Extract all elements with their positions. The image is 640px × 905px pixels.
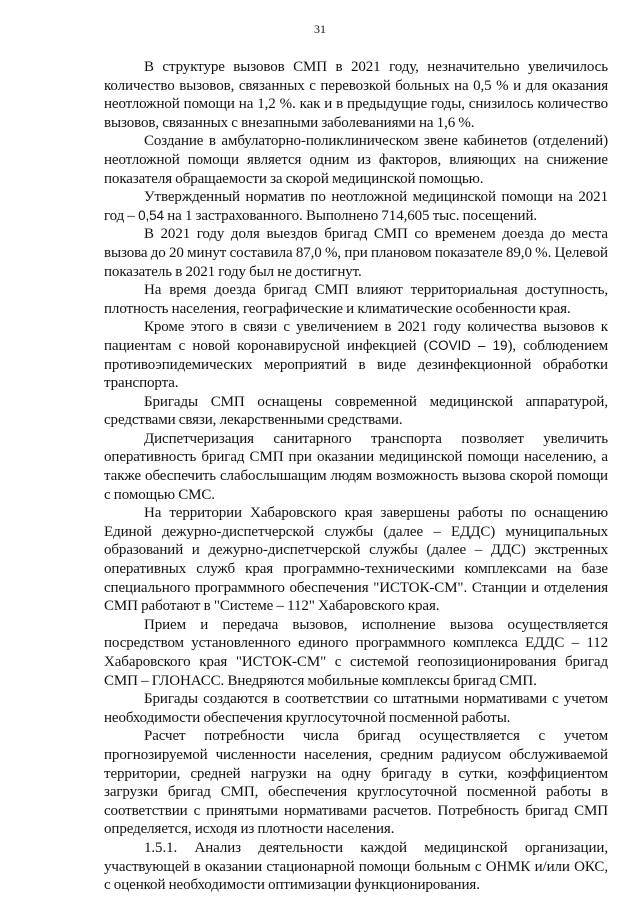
- paragraph-urgent-care-norm: [104, 188, 608, 225]
- paragraph-team-staffing: Бригады создаются в соответствии со штатными нормативами с учетом необходимости обеспечения круглосуточной посменной работы.: [104, 691, 608, 726]
- paragraph-urgent-care-norm-before: Утвержденный норматив по неотложной медицинской помощи на 2021 год –: [104, 189, 608, 224]
- urgent-care-norm-value: 0,54: [138, 207, 164, 223]
- paragraph-covid-calls-after: ), соблюдением противоэпидемических мероприятий в виде дезинфекционной обработки транспорта.: [104, 337, 608, 392]
- paragraph-call-handling: Прием и передача вызовов, исполнение вызова осуществляется посредством установленного единого программного комплекса ЕДДС – 112 Хабаровского края "ИСТОК-СМ" с системой геопозиционирования бригад СМП – ГЛОНАСС. Внедряются мобильные комплексы бригад СМП.: [104, 616, 608, 689]
- document-body: [104, 58, 608, 895]
- paragraph-covid-calls: [104, 318, 608, 392]
- paragraph-arrival-time-factors: На время доезда бригад СМП влияют территориальная доступность, плотность населения, географические и климатические особенности края.: [104, 282, 608, 317]
- paragraph-covid-calls-before: Кроме этого в связи с увеличением в 2021 году количества вызовов к пациентам с новой коронавирусной инфекцией (: [104, 319, 608, 354]
- paragraph-urgent-care-norm-after: на 1 застрахованного. Выполнено 714,605 тыс. посещений.: [163, 207, 538, 224]
- page-number: 31: [314, 22, 326, 36]
- paragraph-dispatching: Диспетчеризация санитарного транспорта позволяет увеличить оперативность бригад СМП при оказании медицинской помощи населению, а также обеспечить слабослышащим людям возможность вызова скорой помощи с помощью СМС.: [104, 430, 608, 503]
- paragraph-section-1-5-1: 1.5.1. Анализ деятельности каждой медицинской организации, участвующей в оказании стационарной помощи больным с ОНМК и/или ОКС, с оценкой необходимости оптимизации функционирования.: [104, 839, 608, 894]
- paragraph-team-calculation: Расчет потребности числа бригад осуществляется с учетом прогнозируемой численности населения, средним радиусом обслуживаемой территории, средней нагрузки на одну бригаду в сутки, коэффициентом загрузки бригад СМП, обеспечения круглосуточной посменной работы в соответствии с принятыми нормативами расчетов. Потребность бригад СМП определяется, исходя из плотности населения.: [104, 728, 608, 838]
- paragraph-call-structure: В структуре вызовов СМП в 2021 году, незначительно увеличилось количество вызовов, связанных с перевозкой больных на 0,5 % и для оказания неотложной помощи на 1,2 %. как и в предыдущие годы, снизилось количество вызовов, связанных с внезапными заболеваниями на 1,6 %.: [104, 59, 608, 131]
- covid-label: COVID – 19: [428, 337, 508, 353]
- paragraph-arrival-time-share: В 2021 году доля выездов бригад СМП со временем доезда до места вызова до 20 минут составила 87,0 %, при плановом показателе 89,0 %. Целевой показатель в 2021 году был не достигнут.: [104, 226, 608, 280]
- paragraph-urgent-care-offices: Создание в амбулаторно-поликлиническом звене кабинетов (отделений) неотложной помощи является одним из факторов, влияющих на снижение показателя обращаемости за скорой медицинской помощью.: [104, 133, 608, 187]
- paragraph-eddc-systems: На территории Хабаровского края завершены работы по оснащению Единой дежурно-диспетчерской службы (далее – ЕДДС) муниципальных образований и дежурно-диспетчерской службы (далее – ДДС) экстренных оперативных служб края программно-техническими комплексами на базе специального программного обеспечения "ИСТОК-СМ". Станции и отделения СМП работают в "Системе – 112" Хабаровского края.: [104, 505, 608, 615]
- paragraph-equipment: Бригады СМП оснащены современной медицинской аппаратурой, средствами связи, лекарственными средствами.: [104, 393, 608, 429]
